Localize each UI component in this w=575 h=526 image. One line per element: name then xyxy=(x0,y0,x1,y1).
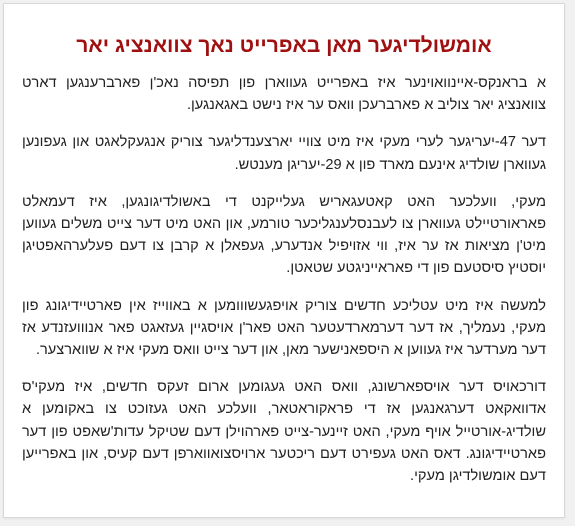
article-paragraph-3: מעקי, וועלכער האט קאטעגאריש געלייקנט די באשולדיגונגען, איז דעמאלט פאראורטיילט געווארן צו לעבנסלענגליכער טורמע, און האט מיט דער צייט משלים געווען מיט'ן מציאות אז ער איז, ווי אזויפיל אנדערע, געפאלן א קרבן צו דעם פעלערהאפטיגן יוסטיץ סיסטעם פון די פאראייניגטע שטאטן. xyxy=(22,193,546,277)
article-card xyxy=(3,3,565,518)
article-title: אומשולדיגער מאן באפרייט נאך צוואנציג יאר xyxy=(76,34,492,57)
article-paragraph-4: למעשה איז מיט עטליכע חדשים צוריק אויפגעשווומען א באווייז אין פארטיידיגונג פון מעקי, נעמליך, אז דער דערמארדעטער האט פאר'ן אויסגיין געזאגט פאר אנווועזנדע אז דער מערדער איז געווען א היספאנישער מאן, און דער צייט וואס מעקי איז א שווארצער. xyxy=(22,297,546,359)
article-paragraph-1: א בראנקס-איינוואוינער איז באפרייט געווארן פון תפיסה נאכ'ן פארברענגען דארט צוואנציג יאר צוליב א פארברעכן וואס ער איז נישט באגאנגען. xyxy=(22,75,546,114)
article-paragraph-2: דער 47-יעריגער לערי מעקי איז מיט צוויי יארצענדליגער צוריק אנגעקלאגט און געפונען געווארן שולדיג אינעם מארד פון א 29-יעריגן מענטש. xyxy=(22,134,546,173)
article-paragraph-5: דורכאויס דער אויספארשונג, וואס האט געגומען ארום זעקס חדשים, איז מעקי'ס אדוואקאט דערגאנגען אז די פראקוראטאר, וועלכע האט געזוכט צו באקומען א שולדיג-אורטייל אויף מעקי, האט זיינער-צייט פארהוילן דעם שטיקל עדות'שאפט פון דער פארטיידיגונג. דאס האט געפירט דעם ריכטער ארויסצואווארפן דעם קעיס, און באפרייען דעם אומשולדיגן מעקי. xyxy=(22,379,546,485)
